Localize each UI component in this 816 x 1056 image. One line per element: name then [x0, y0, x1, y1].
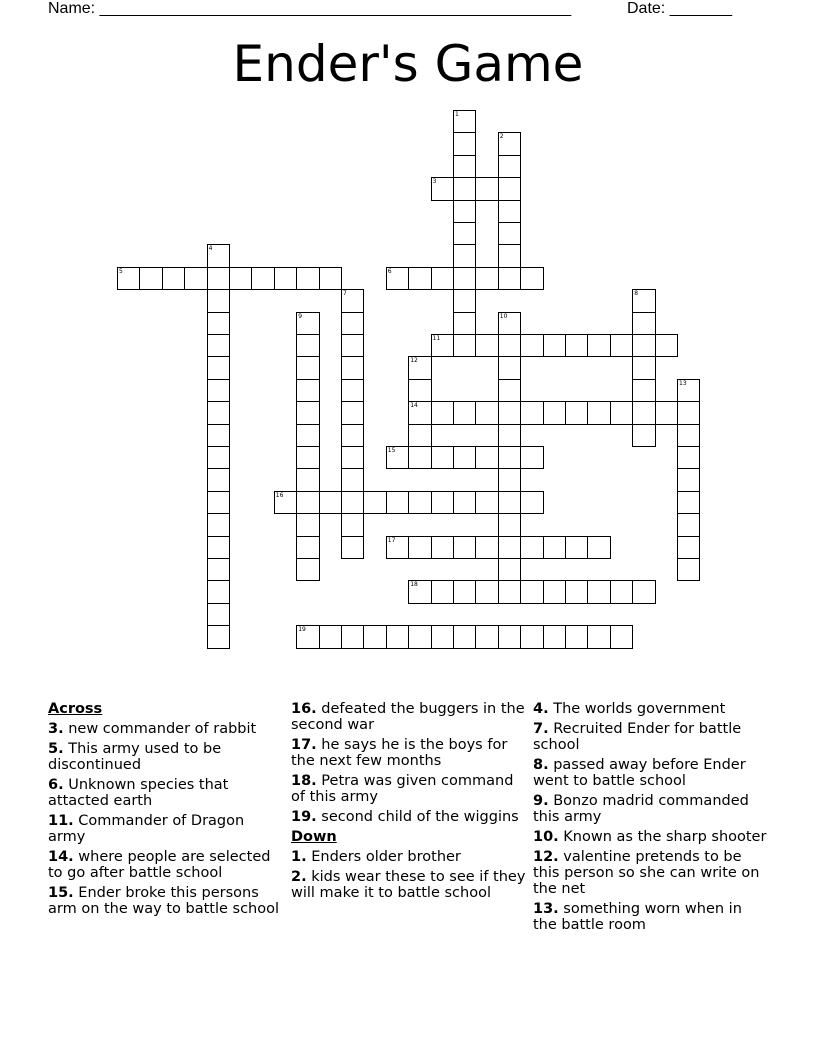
grid-cell[interactable]: [207, 312, 230, 335]
grid-cell[interactable]: [632, 334, 655, 357]
cell-number: 12: [410, 357, 418, 365]
clues-column-2: [291, 701, 527, 905]
grid-cell[interactable]: [296, 536, 319, 559]
grid-cell[interactable]: [655, 334, 678, 357]
clue-text: second child of the wiggins: [321, 809, 519, 825]
grid-cell[interactable]: [296, 267, 319, 290]
grid-cell[interactable]: [296, 356, 319, 379]
grid-cell[interactable]: [431, 334, 454, 357]
clue-text: Unknown species that attacted earth: [48, 777, 229, 809]
clue-number: 17.: [291, 737, 317, 753]
grid-cell[interactable]: [632, 424, 655, 447]
date-field: Date: _______: [627, 0, 732, 17]
clue-text: Known as the sharp shooter: [563, 829, 767, 845]
grid-cell[interactable]: [677, 536, 700, 559]
cell-number: 19: [298, 626, 306, 634]
clue-number: 8.: [533, 757, 549, 773]
grid-cell[interactable]: [587, 625, 610, 648]
clue-down-8: [533, 757, 769, 789]
grid-cell[interactable]: [453, 580, 476, 603]
grid-cell[interactable]: [274, 491, 297, 514]
clue-across-18: [291, 773, 527, 805]
clue-text: kids wear these to see if they will make it to battle school: [291, 869, 526, 901]
grid-cell[interactable]: [453, 110, 476, 133]
grid-cell[interactable]: [520, 267, 543, 290]
grid-cell[interactable]: [498, 267, 521, 290]
grid-cell[interactable]: [498, 513, 521, 536]
clues-column-1: [48, 701, 284, 921]
grid-cell[interactable]: [587, 536, 610, 559]
clue-down-1: [291, 849, 527, 865]
grid-cell[interactable]: [296, 424, 319, 447]
grid-cell[interactable]: [475, 491, 498, 514]
clue-number: 3.: [48, 721, 64, 737]
grid-cell[interactable]: [498, 446, 521, 469]
grid-cell[interactable]: [363, 625, 386, 648]
grid-cell[interactable]: [386, 491, 409, 514]
grid-cell[interactable]: [408, 401, 431, 424]
grid-cell[interactable]: [341, 536, 364, 559]
clue-number: 7.: [533, 721, 549, 737]
grid-cell[interactable]: [386, 536, 409, 559]
grid-cell[interactable]: [207, 468, 230, 491]
cell-number: 16: [275, 491, 284, 499]
cell-number: 10: [499, 312, 508, 320]
clue-text: where people are selected to go after battle school: [48, 849, 271, 881]
cell-number: 6: [387, 267, 392, 275]
grid-cell[interactable]: [520, 334, 543, 357]
clue-text: valentine pretends to be this person so she can write on the net: [533, 849, 760, 897]
grid-cell[interactable]: [543, 625, 566, 648]
grid-cell[interactable]: [117, 267, 140, 290]
grid-cell[interactable]: [184, 267, 207, 290]
grid-cell[interactable]: [520, 536, 543, 559]
clue-text: Bonzo madrid commanded this army: [533, 793, 749, 825]
grid-cell[interactable]: [677, 558, 700, 581]
grid-cell[interactable]: [587, 401, 610, 424]
clue-down-2: [291, 869, 527, 901]
grid-cell[interactable]: [408, 267, 431, 290]
grid-cell[interactable]: [453, 446, 476, 469]
grid-cell[interactable]: [677, 379, 700, 402]
grid-cell[interactable]: [498, 356, 521, 379]
grid-cell[interactable]: [296, 513, 319, 536]
grid-cell[interactable]: [520, 446, 543, 469]
grid-cell[interactable]: [296, 625, 319, 648]
cell-number: 9: [298, 312, 303, 320]
grid-cell[interactable]: [341, 446, 364, 469]
grid-cell[interactable]: [386, 625, 409, 648]
grid-cell[interactable]: [296, 468, 319, 491]
grid-cell[interactable]: [453, 491, 476, 514]
grid-cell[interactable]: [475, 446, 498, 469]
clue-text: passed away before Ender went to battle school: [533, 757, 746, 789]
grid-cell[interactable]: [341, 356, 364, 379]
clue-across-5: [48, 741, 284, 773]
clue-text: new commander of rabbit: [68, 721, 257, 737]
grid-cell[interactable]: [632, 580, 655, 603]
grid-cell[interactable]: [610, 625, 633, 648]
grid-cell[interactable]: [207, 446, 230, 469]
cell-number: 15: [387, 447, 396, 454]
grid-cell[interactable]: [520, 401, 543, 424]
clue-number: 5.: [48, 741, 64, 757]
grid-cell[interactable]: [565, 334, 588, 357]
grid-cell[interactable]: [207, 603, 230, 626]
clue-text: Ender broke this persons arm on the way to battle school: [48, 885, 280, 917]
grid-cell[interactable]: [677, 513, 700, 536]
cell-number: 17: [387, 536, 396, 544]
grid-cell[interactable]: [498, 379, 521, 402]
grid-cell[interactable]: [543, 580, 566, 603]
name-field: Name: _____________________________________________________: [48, 0, 572, 17]
clue-text: The worlds government: [553, 701, 726, 717]
grid-cell[interactable]: [498, 491, 521, 514]
clue-across-16: [291, 701, 527, 733]
clue-text: Recruited Ender for battle school: [533, 721, 742, 753]
grid-cell[interactable]: [498, 625, 521, 648]
grid-cell[interactable]: [319, 625, 342, 648]
grid-cell[interactable]: [543, 401, 566, 424]
cell-number: 4: [208, 245, 213, 253]
grid-cell[interactable]: [207, 244, 230, 267]
grid-cell[interactable]: [475, 536, 498, 559]
clue-number: 18.: [291, 773, 317, 789]
cell-number: 2: [499, 133, 504, 141]
grid-cell[interactable]: [677, 424, 700, 447]
cell-number: 1: [455, 111, 459, 118]
grid-cell[interactable]: [251, 267, 274, 290]
grid-cell[interactable]: [408, 424, 431, 447]
grid-cell[interactable]: [296, 312, 319, 335]
grid-cell[interactable]: [677, 446, 700, 469]
grid-cell[interactable]: [139, 267, 162, 290]
grid-cell[interactable]: [296, 334, 319, 357]
grid-cell[interactable]: [498, 222, 521, 245]
grid-cell[interactable]: [475, 334, 498, 357]
cell-number: 8: [634, 290, 639, 298]
grid-cell[interactable]: [632, 356, 655, 379]
grid-cell[interactable]: [408, 625, 431, 648]
grid-cell[interactable]: [341, 424, 364, 447]
grid-cell[interactable]: [341, 379, 364, 402]
grid-cell[interactable]: [431, 446, 454, 469]
grid-cell[interactable]: [431, 267, 454, 290]
grid-cell[interactable]: [386, 267, 409, 290]
grid-cell[interactable]: [207, 267, 230, 290]
clue-down-12: [533, 849, 769, 897]
grid-cell[interactable]: [453, 222, 476, 245]
cell-number: 5: [119, 267, 123, 275]
grid-cell[interactable]: [475, 177, 498, 200]
grid-cell[interactable]: [296, 558, 319, 581]
grid-cell[interactable]: [207, 491, 230, 514]
grid-cell[interactable]: [363, 491, 386, 514]
grid-cell[interactable]: [520, 580, 543, 603]
clue-text: defeated the buggers in the second war: [291, 701, 525, 733]
grid-cell[interactable]: [319, 491, 342, 514]
clue-text: Petra was given command of this army: [291, 773, 514, 805]
clue-across-15: [48, 885, 284, 917]
grid-cell[interactable]: [431, 401, 454, 424]
cell-number: 3: [432, 178, 437, 186]
grid-cell[interactable]: [431, 177, 454, 200]
grid-cell[interactable]: [498, 468, 521, 491]
grid-cell[interactable]: [207, 379, 230, 402]
grid-cell[interactable]: [677, 491, 700, 514]
clue-text: he says he is the boys for the next few months: [291, 737, 508, 769]
clue-across-6: [48, 777, 284, 809]
clues-column-3: [533, 701, 769, 937]
grid-cell[interactable]: [677, 468, 700, 491]
grid-cell[interactable]: [453, 536, 476, 559]
grid-cell[interactable]: [453, 312, 476, 335]
grid-cell[interactable]: [207, 334, 230, 357]
grid-cell[interactable]: [296, 446, 319, 469]
grid-cell[interactable]: [655, 401, 678, 424]
grid-cell[interactable]: [207, 356, 230, 379]
grid-cell[interactable]: [207, 580, 230, 603]
clue-number: 6.: [48, 777, 64, 793]
grid-cell[interactable]: [498, 580, 521, 603]
clue-number: 2.: [291, 869, 307, 885]
grid-cell[interactable]: [565, 536, 588, 559]
clue-number: 13.: [533, 901, 559, 917]
grid-cell[interactable]: [341, 625, 364, 648]
grid-cell[interactable]: [408, 446, 431, 469]
grid-cell[interactable]: [431, 536, 454, 559]
grid-cell[interactable]: [162, 267, 185, 290]
grid-cell[interactable]: [296, 379, 319, 402]
grid-cell[interactable]: [207, 401, 230, 424]
cell-number: 7: [343, 290, 347, 298]
grid-cell[interactable]: [341, 312, 364, 335]
grid-cell[interactable]: [386, 446, 409, 469]
grid-cell[interactable]: [475, 580, 498, 603]
grid-cell[interactable]: [498, 424, 521, 447]
grid-cell[interactable]: [207, 513, 230, 536]
grid-cell[interactable]: [587, 580, 610, 603]
grid-cell[interactable]: [453, 155, 476, 178]
grid-cell[interactable]: [341, 289, 364, 312]
grid-cell[interactable]: [453, 289, 476, 312]
grid-cell[interactable]: [408, 491, 431, 514]
clue-number: 1.: [291, 849, 307, 865]
grid-cell[interactable]: [475, 625, 498, 648]
grid-cell[interactable]: [431, 491, 454, 514]
clue-down-10: [533, 829, 769, 845]
grid-cell[interactable]: [520, 625, 543, 648]
grid-cell[interactable]: [431, 625, 454, 648]
grid-cell[interactable]: [587, 334, 610, 357]
grid-cell[interactable]: [207, 289, 230, 312]
clue-across-19: [291, 809, 527, 825]
grid-cell[interactable]: [498, 312, 521, 335]
clue-number: 11.: [48, 813, 74, 829]
clue-across-11: [48, 813, 284, 845]
grid-cell[interactable]: [408, 379, 431, 402]
grid-cell[interactable]: [632, 379, 655, 402]
grid-cell[interactable]: [408, 580, 431, 603]
grid-cell[interactable]: [498, 558, 521, 581]
grid-cell[interactable]: [229, 267, 252, 290]
grid-cell[interactable]: [453, 177, 476, 200]
grid-cell[interactable]: [207, 558, 230, 581]
grid-cell[interactable]: [475, 267, 498, 290]
grid-cell[interactable]: [319, 267, 342, 290]
grid-cell[interactable]: [632, 312, 655, 335]
grid-cell[interactable]: [565, 580, 588, 603]
down-heading: Down: [291, 829, 337, 845]
clue-text: something worn when in the battle room: [533, 901, 742, 933]
grid-cell[interactable]: [610, 334, 633, 357]
grid-cell[interactable]: [498, 155, 521, 178]
grid-cell[interactable]: [453, 401, 476, 424]
grid-cell[interactable]: [498, 536, 521, 559]
cell-number: 13: [679, 379, 687, 387]
grid-cell[interactable]: [207, 625, 230, 648]
grid-cell[interactable]: [274, 267, 297, 290]
grid-cell[interactable]: [207, 424, 230, 447]
cell-number: 18: [410, 581, 418, 589]
grid-cell[interactable]: [341, 334, 364, 357]
grid-cell[interactable]: [498, 177, 521, 200]
grid-cell[interactable]: [475, 401, 498, 424]
grid-cell[interactable]: [453, 334, 476, 357]
clue-number: 10.: [533, 829, 559, 845]
grid-cell[interactable]: [498, 334, 521, 357]
across-heading: Across: [48, 701, 103, 717]
grid-cell[interactable]: [408, 536, 431, 559]
clue-number: 12.: [533, 849, 559, 865]
grid-cell[interactable]: [431, 580, 454, 603]
grid-cell[interactable]: [610, 401, 633, 424]
grid-cell[interactable]: [498, 401, 521, 424]
grid-cell[interactable]: [498, 200, 521, 223]
clue-down-13: [533, 901, 769, 933]
clue-number: 9.: [533, 793, 549, 809]
grid-cell[interactable]: [543, 536, 566, 559]
clue-number: 15.: [48, 885, 74, 901]
clue-number: 4.: [533, 701, 549, 717]
grid-cell[interactable]: [543, 334, 566, 357]
clue-down-4: [533, 701, 769, 717]
clue-across-14: [48, 849, 284, 881]
grid-cell[interactable]: [677, 401, 700, 424]
grid-cell[interactable]: [520, 491, 543, 514]
grid-cell[interactable]: [453, 132, 476, 155]
clue-down-7: [533, 721, 769, 753]
clue-number: 16.: [291, 701, 317, 717]
grid-cell[interactable]: [296, 491, 319, 514]
grid-cell[interactable]: [341, 468, 364, 491]
clue-number: 19.: [291, 809, 317, 825]
clue-text: This army used to be discontinued: [48, 741, 222, 773]
clue-across-3: [48, 721, 284, 737]
grid-cell[interactable]: [341, 491, 364, 514]
grid-cell[interactable]: [408, 356, 431, 379]
grid-cell[interactable]: [610, 580, 633, 603]
grid-cell[interactable]: [632, 289, 655, 312]
clue-text: Commander of Dragon army: [48, 813, 245, 845]
page-title: Ender's Game: [232, 35, 584, 93]
grid-cell[interactable]: [453, 244, 476, 267]
grid-cell[interactable]: [498, 132, 521, 155]
clue-number: 14.: [48, 849, 74, 865]
grid-cell[interactable]: [453, 267, 476, 290]
clue-down-9: [533, 793, 769, 825]
grid-cell[interactable]: [632, 401, 655, 424]
cell-number: 14: [410, 402, 418, 410]
clue-across-17: [291, 737, 527, 769]
grid-cell[interactable]: [565, 401, 588, 424]
grid-cell[interactable]: [341, 513, 364, 536]
grid-cell[interactable]: [207, 536, 230, 559]
grid-cell[interactable]: [498, 244, 521, 267]
grid-cell[interactable]: [565, 625, 588, 648]
grid-cell[interactable]: [453, 625, 476, 648]
grid-cell[interactable]: [296, 401, 319, 424]
grid-cell[interactable]: [341, 401, 364, 424]
cell-number: 11: [432, 335, 441, 342]
clue-text: Enders older brother: [311, 849, 461, 865]
grid-cell[interactable]: [453, 200, 476, 223]
